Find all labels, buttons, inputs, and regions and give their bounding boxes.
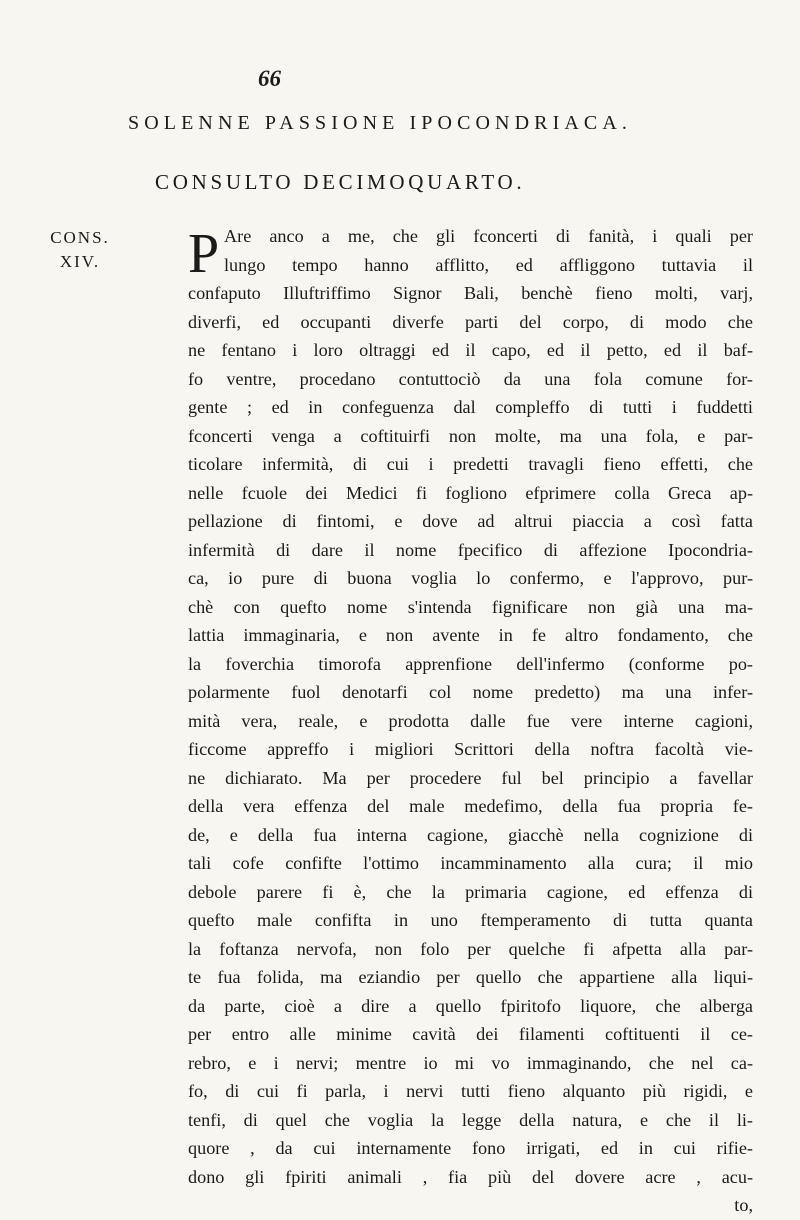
text-line: diverfi, ed occupanti diverfe parti del corpo, di modo che bbox=[188, 311, 753, 332]
text-line: Are anco a me, che gli fconcerti di fanità, i quali per bbox=[224, 226, 753, 246]
text-line: nelle fcuole dei Medici fi fogliono efprimere colla Greca ap- bbox=[188, 482, 753, 503]
text-line: mità vera, reale, e prodotta dalle fue vere interne cagioni, bbox=[188, 710, 753, 731]
text-line: infermità di dare il nome fpecifico di affezione Ipocondria- bbox=[188, 539, 753, 560]
body-text bbox=[188, 222, 753, 1220]
text-line: gente ; ed in confeguenza dal compleffo di tutti i fuddetti bbox=[188, 397, 753, 417]
drop-cap: P bbox=[188, 223, 220, 285]
text-line: la foverchia timorofa apprenfione dell'infermo (conforme po- bbox=[188, 653, 753, 674]
text-line: ficcome appreffo i migliori Scrittori della noftra facoltà vie- bbox=[188, 739, 753, 759]
text-line: fconcerti venga a coftituirfi non molte, ma una fola, e par- bbox=[188, 425, 753, 446]
margin-note bbox=[40, 226, 120, 274]
text-line: quore , da cui internamente fono irrigati, ed in cui rifie- bbox=[188, 1138, 753, 1158]
margin-note-line-2: XIV. bbox=[59, 252, 101, 271]
text-line: tenfi, di quel che voglia la legge della natura, e che il li- bbox=[188, 1109, 753, 1130]
text-line: ca, io pure di buona voglia lo confermo, e l'approvo, pur- bbox=[188, 568, 753, 588]
text-line: ne fentano i loro oltraggi ed il capo, ed il petto, ed il baf- bbox=[188, 340, 753, 360]
text-line: confaputo Illuftriffimo Signor Bali, benchè fieno molti, varj, bbox=[188, 283, 753, 303]
page-number: 66 bbox=[258, 66, 281, 91]
text-line: dono gli fpiriti animali , fia più del dovere acre , acu- bbox=[188, 1166, 753, 1187]
text-line: polarmente fuol denotarfi col nome predetto) ma una infer- bbox=[188, 682, 753, 702]
margin-note-line-1: CONS. bbox=[50, 228, 110, 247]
text-line: lattia immaginaria, e non avente in fe altro fondamento, che bbox=[188, 625, 753, 645]
text-line: per entro alle minime cavità dei filamenti coftituenti il ce- bbox=[188, 1024, 753, 1044]
text-line: lungo tempo hanno afflitto, ed affliggono tuttavia il bbox=[224, 254, 753, 275]
text-line: la foftanza nervofa, non folo per quelche fi afpetta alla par- bbox=[188, 938, 753, 959]
running-head: SOLENNE PASSIONE IPOCONDRIACA. bbox=[128, 112, 632, 134]
section-title: CONSULTO DECIMOQUARTO. bbox=[155, 170, 526, 194]
text-line: della vera effenza del male medefimo, della fua propria fe- bbox=[188, 796, 753, 816]
text-line: rebro, e i nervi; mentre io mi vo immaginando, che nel ca- bbox=[188, 1052, 753, 1073]
text-line: fo, di cui fi parla, i nervi tutti fieno alquanto più rigidi, e bbox=[188, 1081, 753, 1101]
text-line: ticolare infermità, di cui i predetti travagli fieno effetti, che bbox=[188, 454, 753, 474]
text-line: quefto male confifta in uno ftemperamento di tutta quanta bbox=[188, 910, 753, 930]
text-line: da parte, cioè a dire a quello fpiritofo liquore, che alberga bbox=[188, 995, 753, 1016]
text-line: ne dichiarato. Ma per procedere ful bel principio a favellar bbox=[188, 767, 753, 788]
text-line: pellazione di fintomi, e dove ad altrui piaccia a così fatta bbox=[188, 511, 753, 531]
text-line: te fua folida, ma eziandio per quello che appartiene alla liqui- bbox=[188, 967, 753, 987]
text-line: tali cofe confifte l'ottimo incamminamento alla cura; il mio bbox=[188, 853, 753, 873]
text-line: fo ventre, procedano contuttociò da una fola comune for- bbox=[188, 368, 753, 389]
catchword: to, bbox=[734, 1195, 753, 1215]
text-line: de, e della fua interna cagione, giacchè nella cognizione di bbox=[188, 824, 753, 845]
text-line: chè con quefto nome s'intenda fignificare non già una ma- bbox=[188, 596, 753, 617]
text-line: debole parere fi è, che la primaria cagione, ed effenza di bbox=[188, 881, 753, 902]
